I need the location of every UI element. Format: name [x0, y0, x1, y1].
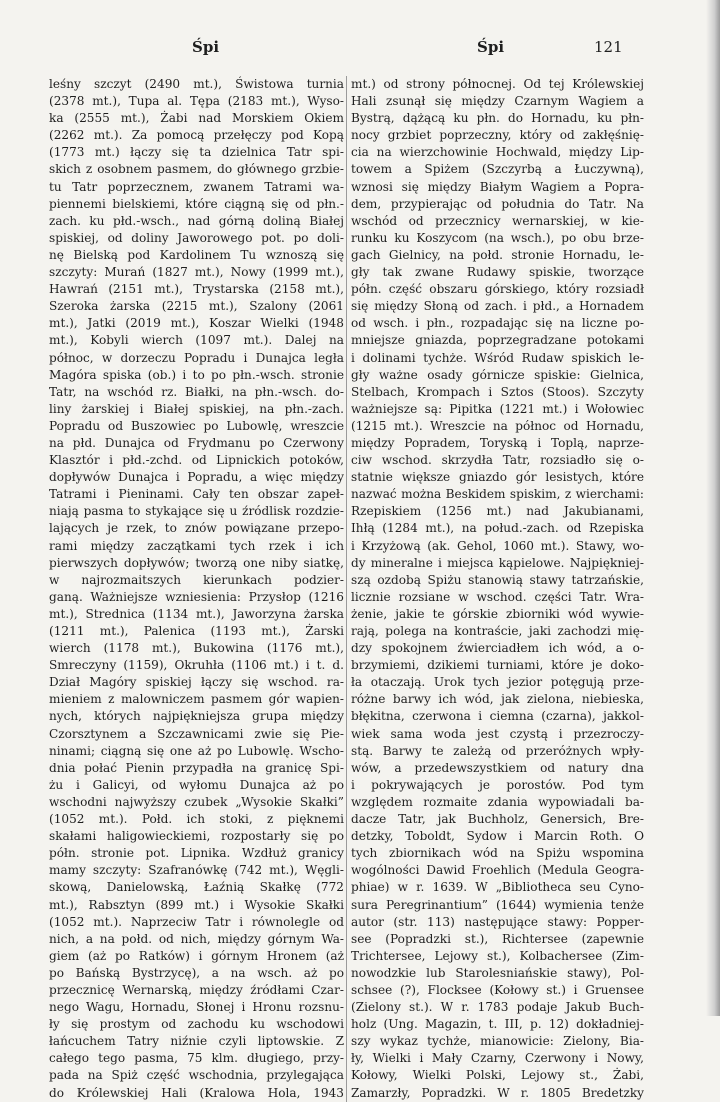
- text-line: gły ważne osady górnicze spiskie: Gielnica,: [351, 367, 644, 382]
- text-line: Ihłą (1284 mt.), na połud.-zach. od Rzepiska: [351, 521, 644, 536]
- text-line: sura Peregrinantium” (1644) wymienia tenże: [351, 897, 644, 912]
- text-line: cia na wierzchowinie Hochwald, między Lip-: [351, 145, 644, 160]
- left-text-column: [49, 76, 344, 1102]
- text-line: ważniejsze są: Pipitka (1221 mt.) i Wołowiec: [351, 401, 644, 416]
- text-line: dnia połać Pienin przypadła na granicę Spi-: [49, 760, 344, 775]
- text-line: holz (Ung. Magazin, t. III, p. 12) dokładniej-: [351, 1017, 644, 1032]
- text-line: dacze Tatr, jak Buchholz, Genersich, Bre-: [351, 812, 644, 827]
- text-line: Kołowy, Wielki Polski, Lejowy st., Żabi,: [351, 1068, 644, 1083]
- text-line: (1211 mt.), Palenica (1193 mt.), Żarski: [49, 624, 344, 638]
- text-line: Hawrań (2151 mt.), Trystarska (2158 mt.),: [49, 282, 344, 297]
- text-line: Hali zsunął się między Czarnym Wagiem a: [351, 94, 644, 109]
- text-line: do Królewskiej Hali (Kralowa Hola, 1943: [49, 1085, 344, 1100]
- text-line: wiek sama woda jest czystą i przezroczy-: [351, 726, 644, 741]
- text-line: pierwszych dopływów; tworzą one niby siatkę,: [49, 555, 344, 570]
- text-line: na płd. Dunajca od Frydmanu po Czerwony: [49, 435, 344, 450]
- text-line: wierch (1178 mt.), Bukowina (1176 mt.),: [49, 641, 344, 656]
- text-line: Tatrami i Pieninami. Cały ten obszar zapeł-: [49, 487, 344, 502]
- text-line: see (Popradzki st.), Richtersee (zapewnie: [351, 931, 644, 946]
- text-line: wów, a przedewszystkiem od natury dna: [351, 760, 644, 775]
- text-line: mt.) od strony północnej. Od tej Królewskiej: [351, 77, 644, 91]
- running-header-left: Śpi: [192, 38, 220, 56]
- text-line: gły tak zwane Rudawy spiskie, tworzące: [351, 265, 644, 280]
- text-line: skich z osobnem pasmem, do głównego grzbie-: [49, 162, 344, 177]
- text-line: pada na Spiż część wschodnia, przylegająca: [49, 1068, 344, 1083]
- text-line: nocy grzbiet poprzeczny, który od zakłęśnię-: [351, 128, 644, 143]
- text-line: tych zbiornikach wód na Spiżu wspomina: [351, 846, 644, 861]
- text-line: schsee (?), Flocksee (Kołowy st.) i Gruensee: [351, 982, 644, 997]
- text-line: ganą. Ważniejsze wzniesienia: Przysłop (1216: [49, 589, 344, 604]
- text-line: mt.), Jatki (2019 mt.), Koszar Wielki (1948: [49, 316, 344, 331]
- text-line: Trichtersee, Lejowy st.), Kolbachersee (Zim-: [351, 948, 644, 963]
- text-line: półn. część obszaru górskiego, który rozsiadł: [351, 282, 644, 297]
- text-line: w najrozmaitszych kierunkach podzier-: [49, 572, 344, 587]
- text-line: gach Gielnicy, na połd. stronie Hornadu, le-: [351, 247, 644, 262]
- text-line: spiskiej, od doliny Jaworowego pot. po doli-: [49, 230, 344, 245]
- text-line: nych, których najpiękniejsza grupa między: [49, 709, 344, 724]
- text-line: dem, przypierając od południa do Tatr. Na: [351, 196, 644, 211]
- text-line: nowodzkie lub Starolesniańskie stawy), Pol-: [351, 965, 644, 980]
- text-line: od wsch. i płn., rozpadając się na liczne po-: [351, 316, 644, 331]
- text-line: tu Tatr poprzecznem, zwanem Tatrami wa-: [49, 179, 344, 194]
- text-line: po Bańską Bystrzycę), a na wsch. aż po: [49, 965, 344, 980]
- text-line: Szeroka żarska (2215 mt.), Szalony (2061: [49, 299, 344, 314]
- text-line: szczyty: Murań (1827 mt.), Nowy (1999 mt.),: [49, 265, 344, 280]
- text-line: runku ku Koszycom (na wsch.), po obu brze-: [351, 230, 644, 245]
- text-line: autor (str. 113) następujące stawy: Popper-: [351, 914, 644, 929]
- text-line: Tatr, na wschód rz. Białki, na płn.-wsch. do-: [49, 384, 344, 399]
- text-line: ninami; ciągną się one aż po Lubowlę. Wscho-: [49, 743, 344, 758]
- text-line: phiae) w r. 1639. W „Bibliotheca seu Cyno-: [351, 880, 644, 895]
- text-line: lających je rzek, to znów powiązane przepo-: [49, 521, 344, 536]
- text-line: się między Słoną od zach. i płd., a Hornadem: [351, 299, 644, 314]
- text-line: Klasztór i płd.-zchd. od Lipnickich potoków,: [49, 453, 344, 468]
- text-line: przecznicę Wernarską, między źródłami Czar-: [49, 982, 344, 997]
- text-line: piennemi bielskiemi, które ciągną się od płn.-: [49, 196, 344, 211]
- text-line: zach. ku płd.-wsch., nad górną doliną Białej: [49, 213, 344, 228]
- text-line: nę Bielską pod Kardolinem Tu wznoszą się: [49, 247, 344, 262]
- text-line: całego tego pasma, 75 klm. długiego, przy-: [49, 1051, 344, 1066]
- text-line: statnie większe gniazdo gór lesistych, które: [351, 470, 644, 485]
- text-line: (1773 mt.) łączy się ta dzielnica Tatr spi-: [49, 145, 344, 160]
- text-line: (Zielony st.). W r. 1783 podaje Jakub Buch-: [351, 1000, 644, 1015]
- running-header-right: Śpi: [477, 38, 505, 56]
- text-line: (1215 mt.). Wreszcie na północ od Hornadu,: [351, 418, 644, 433]
- text-line: i dolinami tychże. Wśród Rudaw spiskich le-: [351, 350, 644, 365]
- text-line: ciw wschod. skrzydła Tatr, rozsiadło się o-: [351, 453, 644, 468]
- text-line: rają, polega na kontraście, jaki zachodzi mię-: [351, 624, 644, 638]
- text-line: mt.), Kobyli wierch (1097 mt.). Dalej na: [49, 333, 344, 348]
- text-line: żenie, jakie te górskie zbiorniki wód wywie-: [351, 606, 644, 621]
- text-line: względem rozmaite zdania wypowiadali ba-: [351, 794, 644, 809]
- text-line: między Popradem, Toryską i Toplą, naprze-: [351, 435, 644, 450]
- text-line: szy wykaz tychże, mianowicie: Zielony, Bia-: [351, 1034, 644, 1049]
- text-line: ka (2555 mt.), Żabi nad Morskiem Okiem: [49, 111, 344, 126]
- text-line: Zamarzły, Popradzki. W r. 1805 Bredetzky: [351, 1085, 644, 1100]
- text-line: Rzepiskiem (1256 mt.) nad Jakubianami,: [351, 504, 644, 519]
- text-line: liny żarskiej i Białej spiskiej, na płn.-zach.: [49, 401, 344, 416]
- text-line: mt.), Rabsztyn (899 mt.) i Wysokie Skałki: [49, 897, 344, 912]
- text-line: niają pasma to stykające się u źródlisk rozdzie-: [49, 504, 344, 519]
- text-line: szą ozdobą Spiżu stanowią stawy tatrzańskie,: [351, 572, 644, 587]
- text-line: Bystrą, dążącą ku płn. do Hornadu, ku płn-: [351, 111, 644, 126]
- text-line: dopływów Dunajca i Popradu, a więc między: [49, 470, 344, 485]
- text-line: ła otaczają. Urok tych jezior potęgują prze-: [351, 675, 644, 690]
- text-line: błękitna, czerwona i ciemna (czarna), jakkol-: [351, 709, 644, 724]
- text-line: nich, a na połd. od nich, między górnym Wa-: [49, 931, 344, 946]
- text-line: (1052 mt.). Naprzeciw Tatr i równolegle od: [49, 914, 344, 929]
- text-line: wschód od przecznicy wernarskiej, w kie-: [351, 213, 644, 228]
- text-line: leśny szczyt (2490 mt.), Świstowa turnia: [49, 77, 344, 91]
- text-line: żu i Galicyi, od wyłomu Dunajca aż po: [49, 777, 344, 792]
- text-line: stą. Barwy te zależą od przeróżnych wpły-: [351, 743, 644, 758]
- text-line: i Krzyżową (ak. Gehol, 1060 mt.). Stawy, wo-: [351, 538, 644, 553]
- text-line: mt.), Strednica (1134 mt.), Jaworzyna żarska: [49, 606, 344, 621]
- text-line: Popradu od Buszowiec po Lubowlę, wreszcie: [49, 418, 344, 433]
- text-line: licznie rozsiane w wschod. części Tatr. Wra-: [351, 589, 644, 604]
- right-text-column: [346, 76, 644, 1102]
- text-line: łańcuchem Tatry niźnie czyli liptowskie. Z: [49, 1034, 344, 1049]
- text-line: ły się prostym od zachodu ku wschodowi: [49, 1017, 344, 1032]
- text-line: Smreczyny (1159), Okruhła (1106 mt.) i t. d.: [49, 658, 344, 673]
- text-line: mniejsze gniazda, poprzegradzane potokami: [351, 333, 644, 348]
- text-line: różne barwy ich wód, jak zielona, niebieska,: [351, 692, 644, 707]
- text-line: półn. stronie pot. Lipnika. Wzdłuż granicy: [49, 846, 344, 861]
- text-line: mamy szczyty: Szafranówkę (742 mt.), Węgli-: [49, 863, 344, 878]
- text-line: dy mineralne i miejsca kąpielowe. Najpiękniej-: [351, 555, 644, 570]
- text-line: skałami haligowieckiemi, rozpostarły się po: [49, 829, 344, 844]
- text-line: Dział Magóry spiskiej łączy się wschod. ra-: [49, 675, 344, 690]
- text-line: Magóra spiska (ob.) i to po płn.-wsch. stronie: [49, 367, 344, 382]
- text-line: i pokrywających je porostów. Pod tym: [351, 777, 644, 792]
- text-line: wznosi się między Białym Wagiem a Popra-: [351, 179, 644, 194]
- text-line: Stelbach, Krompach i Sztos (Stoos). Szczyty: [351, 384, 644, 399]
- text-line: skową, Danielowską, Łaźnią Skałkę (772: [49, 880, 344, 895]
- text-line: nego Wagu, Hornadu, Słonej i Hronu rozsnu-: [49, 1000, 344, 1015]
- text-line: Czorsztynem a Szczawnicami zwie się Pie-: [49, 726, 344, 741]
- text-line: mieniem z malowniczem pasmem gór wapien-: [49, 692, 344, 707]
- text-line: rami między zaczątkami tych rzek i ich: [49, 538, 344, 553]
- text-line: północ, w dorzeczu Popradu i Dunajca legła: [49, 350, 344, 365]
- text-line: (2378 mt.), Tupa al. Tępa (2183 mt.), Wyso-: [49, 94, 344, 109]
- page-edge-shadow: [706, 0, 720, 1016]
- text-line: nazwać można Beskidem spiskim, z wierchami:: [351, 487, 644, 502]
- text-line: towem a Spiżem (Szczyrbą a Łuczywną),: [351, 162, 644, 177]
- text-line: giem (aż po Ratków) i górnym Hronem (aż: [49, 948, 344, 963]
- text-line: brzymiemi, dzikiemi turniami, które je doko-: [351, 658, 644, 673]
- text-line: dzy spokojnem źwierciadłem ich wód, a o-: [351, 641, 644, 656]
- text-line: (1052 mt.). Połd. ich stoki, z pięknemi: [49, 812, 344, 827]
- text-line: ły, Wielki i Mały Czarny, Czerwony i Nowy,: [351, 1051, 644, 1066]
- text-line: wogólności Dawid Froehlich (Medula Geogra-: [351, 863, 644, 878]
- page-number: 121: [594, 38, 623, 56]
- text-line: detzky, Toboldt, Sydow i Marcin Roth. O: [351, 829, 644, 844]
- text-line: (2262 mt.). Za pomocą przełęczy pod Kopą: [49, 128, 344, 143]
- text-line: wschodni najwyższy czubek „Wysokie Skałki”: [49, 794, 344, 809]
